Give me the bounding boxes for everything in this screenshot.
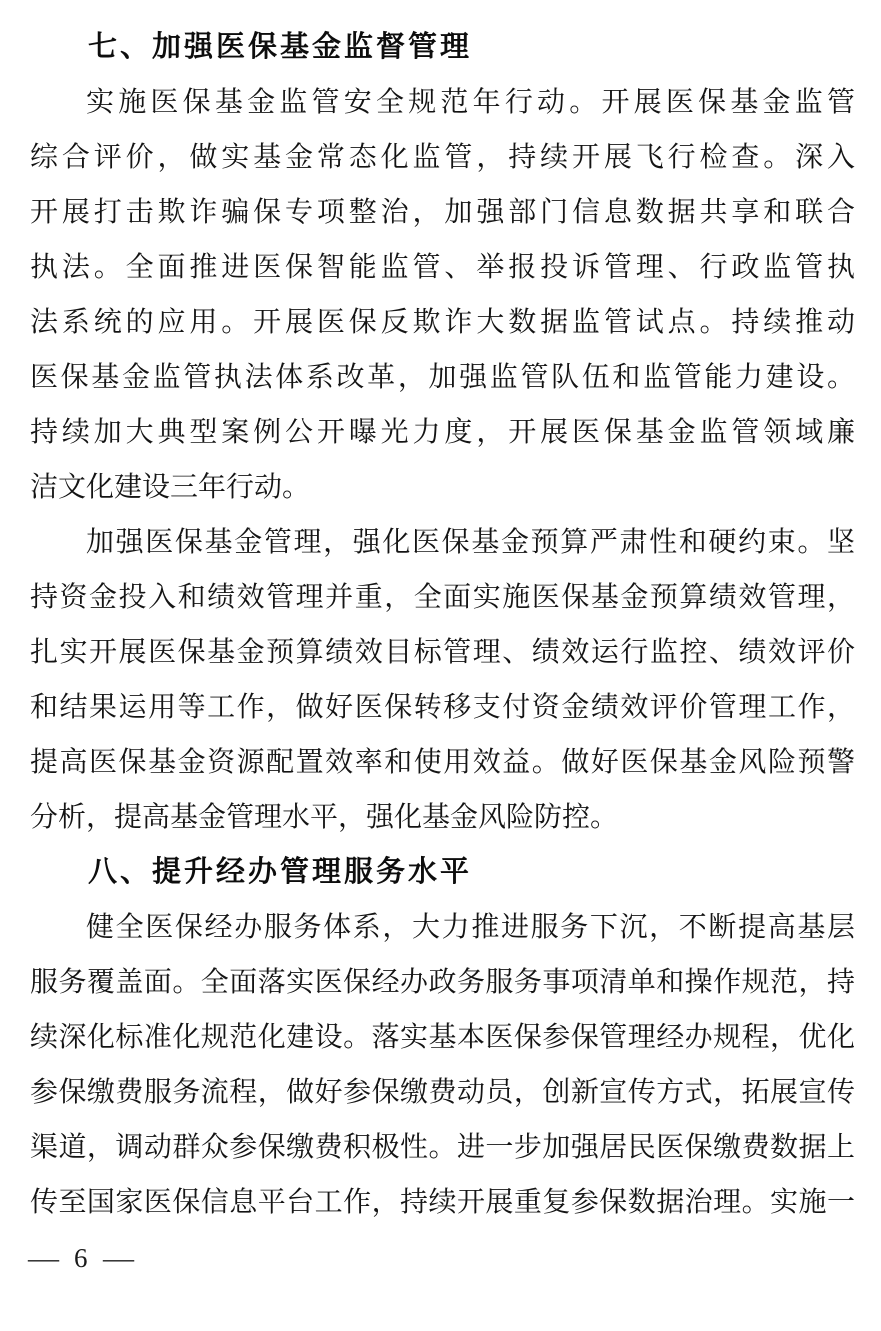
text-line: 持资金投入和绩效管理并重，全面实施医保基金预算绩效管理，: [30, 582, 855, 613]
text-line: 执法。全面推进医保智能监管、举报投诉管理、行政监管执: [30, 252, 855, 283]
page-number: 6: [74, 1243, 88, 1273]
text-line: 洁文化建设三年行动。: [30, 472, 311, 503]
text-line: 渠道，调动群众参保缴费积极性。进一步加强居民医保缴费数据上: [30, 1132, 855, 1163]
text-line: 法系统的应用。开展医保反欺诈大数据监管试点。持续推动: [30, 307, 855, 338]
text-line: 开展打击欺诈骗保专项整治，加强部门信息数据共享和联合: [30, 197, 855, 228]
text-line: 扎实开展医保基金预算绩效目标管理、绩效运行监控、绩效评价: [30, 637, 855, 668]
text-line: 服务覆盖面。全面落实医保经办政务服务事项清单和操作规范，持: [30, 967, 855, 998]
footer-dash-right: —: [102, 1243, 134, 1273]
footer-dash-left: —: [27, 1243, 60, 1273]
text-line: 医保基金监管执法体系改革，加强监管队伍和监管能力建设。: [30, 362, 855, 393]
page-footer: [27, 1242, 881, 1274]
text-line: 参保缴费服务流程，做好参保缴费动员，创新宣传方式，拓展宣传: [30, 1077, 855, 1108]
section-heading: 七、加强医保基金监督管理: [88, 31, 473, 63]
text-line: 传至国家医保信息平台工作，持续开展重复参保数据治理。实施一: [30, 1187, 855, 1218]
section-heading: 八、提升经办管理服务水平: [88, 856, 473, 888]
text-line: 加强医保基金管理，强化医保基金预算严肃性和硬约束。坚: [86, 527, 855, 558]
text-line: 持续加大典型案例公开曝光力度，开展医保基金监管领域廉: [30, 417, 855, 448]
text-line: 和结果运用等工作，做好医保转移支付资金绩效评价管理工作，: [30, 692, 855, 723]
text-line: 分析，提高基金管理水平，强化基金风险防控。: [30, 802, 619, 833]
text-line: 综合评价，做实基金常态化监管，持续开展飞行检查。深入: [30, 142, 855, 173]
text-line: 续深化标准化规范化建设。落实基本医保参保管理经办规程，优化: [30, 1022, 855, 1053]
text-line: 实施医保基金监管安全规范年行动。开展医保基金监管: [86, 87, 855, 118]
text-line: 提高医保基金资源配置效率和使用效益。做好医保基金风险预警: [30, 747, 855, 778]
text-line: 健全医保经办服务体系，大力推进服务下沉，不断提高基层: [86, 912, 855, 943]
